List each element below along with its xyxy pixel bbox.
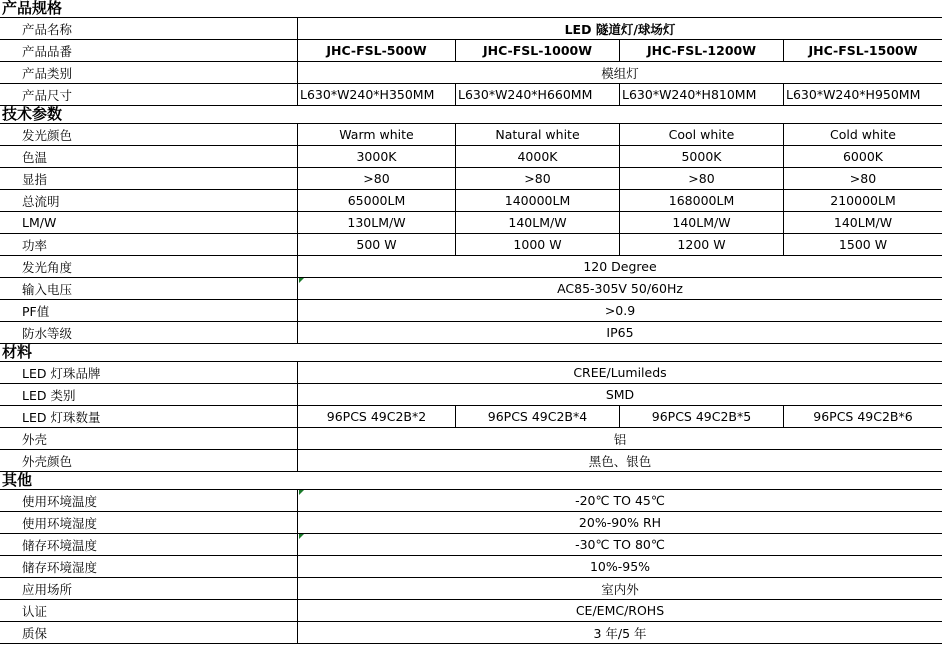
value-cell: JHC-FSL-1500W xyxy=(783,40,942,61)
table-row xyxy=(0,322,942,344)
row-label: PF值 xyxy=(22,303,50,319)
table-row xyxy=(0,146,942,168)
row-values xyxy=(297,600,942,621)
row-values xyxy=(297,362,942,383)
value-cell: Cold white xyxy=(783,124,942,145)
value-cell: 4000K xyxy=(455,146,619,167)
value-cell: CREE/Lumileds xyxy=(297,362,942,383)
value-cell: IP65 xyxy=(297,322,942,343)
value-cell: 1200 W xyxy=(619,234,783,255)
row-label: 发光角度 xyxy=(22,259,73,275)
value-cell: 140000LM xyxy=(455,190,619,211)
value-cell: 10%-95% xyxy=(297,556,942,577)
section-header xyxy=(0,0,942,18)
section-header xyxy=(0,472,942,490)
value-cell: 黑色、银色 xyxy=(297,450,942,471)
row-values xyxy=(297,212,942,233)
row-label: 储存环境温度 xyxy=(22,537,98,553)
table-row xyxy=(0,62,942,84)
row-label: LED 灯珠品牌 xyxy=(22,365,101,381)
row-values xyxy=(297,256,942,277)
value-cell: 室内外 xyxy=(297,578,942,599)
row-label: 认证 xyxy=(22,603,48,619)
section-header xyxy=(0,106,942,124)
table-row xyxy=(0,406,942,428)
row-label: 输入电压 xyxy=(22,281,73,297)
row-label: 应用场所 xyxy=(22,581,73,597)
row-values xyxy=(297,556,942,577)
row-label: 使用环境温度 xyxy=(22,493,98,509)
table-row xyxy=(0,84,942,106)
row-label: LM/W xyxy=(22,215,57,230)
row-values xyxy=(297,190,942,211)
value-cell: JHC-FSL-1200W xyxy=(619,40,783,61)
row-label: 产品类别 xyxy=(22,65,73,81)
value-cell: 模组灯 xyxy=(297,62,942,83)
value-cell: 130LM/W xyxy=(297,212,455,233)
value-cell: L630*W240*H660MM xyxy=(455,84,619,105)
value-cell: AC85-305V 50/60Hz xyxy=(297,278,942,299)
table-row xyxy=(0,578,942,600)
row-label: LED 灯珠数量 xyxy=(22,409,101,425)
value-cell: 65000LM xyxy=(297,190,455,211)
row-values xyxy=(297,18,942,39)
table-row xyxy=(0,362,942,384)
value-cell: 5000K xyxy=(619,146,783,167)
value-cell: 96PCS 49C2B*6 xyxy=(783,406,942,427)
row-values xyxy=(297,578,942,599)
value-cell: 210000LM xyxy=(783,190,942,211)
row-label: 外壳 xyxy=(22,431,48,447)
table-row xyxy=(0,18,942,40)
table-row xyxy=(0,190,942,212)
row-label: 使用环境湿度 xyxy=(22,515,98,531)
table-row xyxy=(0,428,942,450)
row-label: 色温 xyxy=(22,149,48,165)
table-row xyxy=(0,278,942,300)
row-label: 产品尺寸 xyxy=(22,87,73,103)
section-title: 材料 xyxy=(2,343,33,361)
row-values xyxy=(297,322,942,343)
value-cell: >0.9 xyxy=(297,300,942,321)
value-cell: 140LM/W xyxy=(455,212,619,233)
value-cell: 120 Degree xyxy=(297,256,942,277)
table-row xyxy=(0,40,942,62)
row-values xyxy=(297,534,942,555)
table-row xyxy=(0,300,942,322)
row-values xyxy=(297,490,942,511)
value-cell: >80 xyxy=(619,168,783,189)
row-label: 产品名称 xyxy=(22,21,73,37)
value-cell: 140LM/W xyxy=(619,212,783,233)
value-cell: 1500 W xyxy=(783,234,942,255)
row-values xyxy=(297,300,942,321)
section-title: 产品规格 xyxy=(2,0,63,17)
table-row xyxy=(0,234,942,256)
table-row xyxy=(0,212,942,234)
value-cell: 96PCS 49C2B*2 xyxy=(297,406,455,427)
row-label: 总流明 xyxy=(22,193,60,209)
row-label: 发光颜色 xyxy=(22,127,73,143)
value-cell: 6000K xyxy=(783,146,942,167)
value-cell: 3 年/5 年 xyxy=(297,622,942,643)
section-title: 其他 xyxy=(2,471,33,489)
value-cell: 168000LM xyxy=(619,190,783,211)
row-values xyxy=(297,84,942,105)
table-row xyxy=(0,622,942,644)
value-cell: 铝 xyxy=(297,428,942,449)
row-values xyxy=(297,622,942,643)
row-label: 产品品番 xyxy=(22,43,73,59)
row-values xyxy=(297,428,942,449)
row-values xyxy=(297,384,942,405)
value-cell: L630*W240*H950MM xyxy=(783,84,942,105)
value-cell: 96PCS 49C2B*5 xyxy=(619,406,783,427)
row-values xyxy=(297,406,942,427)
value-cell: Cool white xyxy=(619,124,783,145)
value-cell: 140LM/W xyxy=(783,212,942,233)
row-label: 质保 xyxy=(22,625,48,641)
value-cell: -20℃ TO 45℃ xyxy=(297,490,942,511)
value-cell: 1000 W xyxy=(455,234,619,255)
table-row xyxy=(0,168,942,190)
value-cell: 20%-90% RH xyxy=(297,512,942,533)
value-cell: Warm white xyxy=(297,124,455,145)
value-cell: SMD xyxy=(297,384,942,405)
table-row xyxy=(0,490,942,512)
table-row xyxy=(0,512,942,534)
value-cell: Natural white xyxy=(455,124,619,145)
value-cell: 3000K xyxy=(297,146,455,167)
value-cell: >80 xyxy=(783,168,942,189)
value-cell: -30℃ TO 80℃ xyxy=(297,534,942,555)
table-row xyxy=(0,124,942,146)
row-values xyxy=(297,124,942,145)
table-row xyxy=(0,256,942,278)
table-row xyxy=(0,450,942,472)
row-values xyxy=(297,450,942,471)
table-row xyxy=(0,384,942,406)
section-title: 技术参数 xyxy=(2,105,63,123)
row-values xyxy=(297,62,942,83)
value-cell: L630*W240*H350MM xyxy=(297,84,455,105)
row-values xyxy=(297,146,942,167)
row-label: LED 类别 xyxy=(22,387,76,403)
value-cell: CE/EMC/ROHS xyxy=(297,600,942,621)
row-values xyxy=(297,168,942,189)
table-row xyxy=(0,556,942,578)
value-cell: L630*W240*H810MM xyxy=(619,84,783,105)
row-label: 功率 xyxy=(22,237,48,253)
row-label: 储存环境湿度 xyxy=(22,559,98,575)
value-cell: 500 W xyxy=(297,234,455,255)
table-row xyxy=(0,534,942,556)
row-values xyxy=(297,40,942,61)
row-label: 显指 xyxy=(22,171,48,187)
row-label: 外壳颜色 xyxy=(22,453,73,469)
row-values xyxy=(297,278,942,299)
section-header xyxy=(0,344,942,362)
value-cell: 96PCS 49C2B*4 xyxy=(455,406,619,427)
value-cell: >80 xyxy=(455,168,619,189)
value-cell: >80 xyxy=(297,168,455,189)
value-cell: LED 隧道灯/球场灯 xyxy=(297,18,942,39)
table-row xyxy=(0,600,942,622)
value-cell: JHC-FSL-1000W xyxy=(455,40,619,61)
value-cell: JHC-FSL-500W xyxy=(297,40,455,61)
row-label: 防水等级 xyxy=(22,325,73,341)
row-values xyxy=(297,234,942,255)
row-values xyxy=(297,512,942,533)
